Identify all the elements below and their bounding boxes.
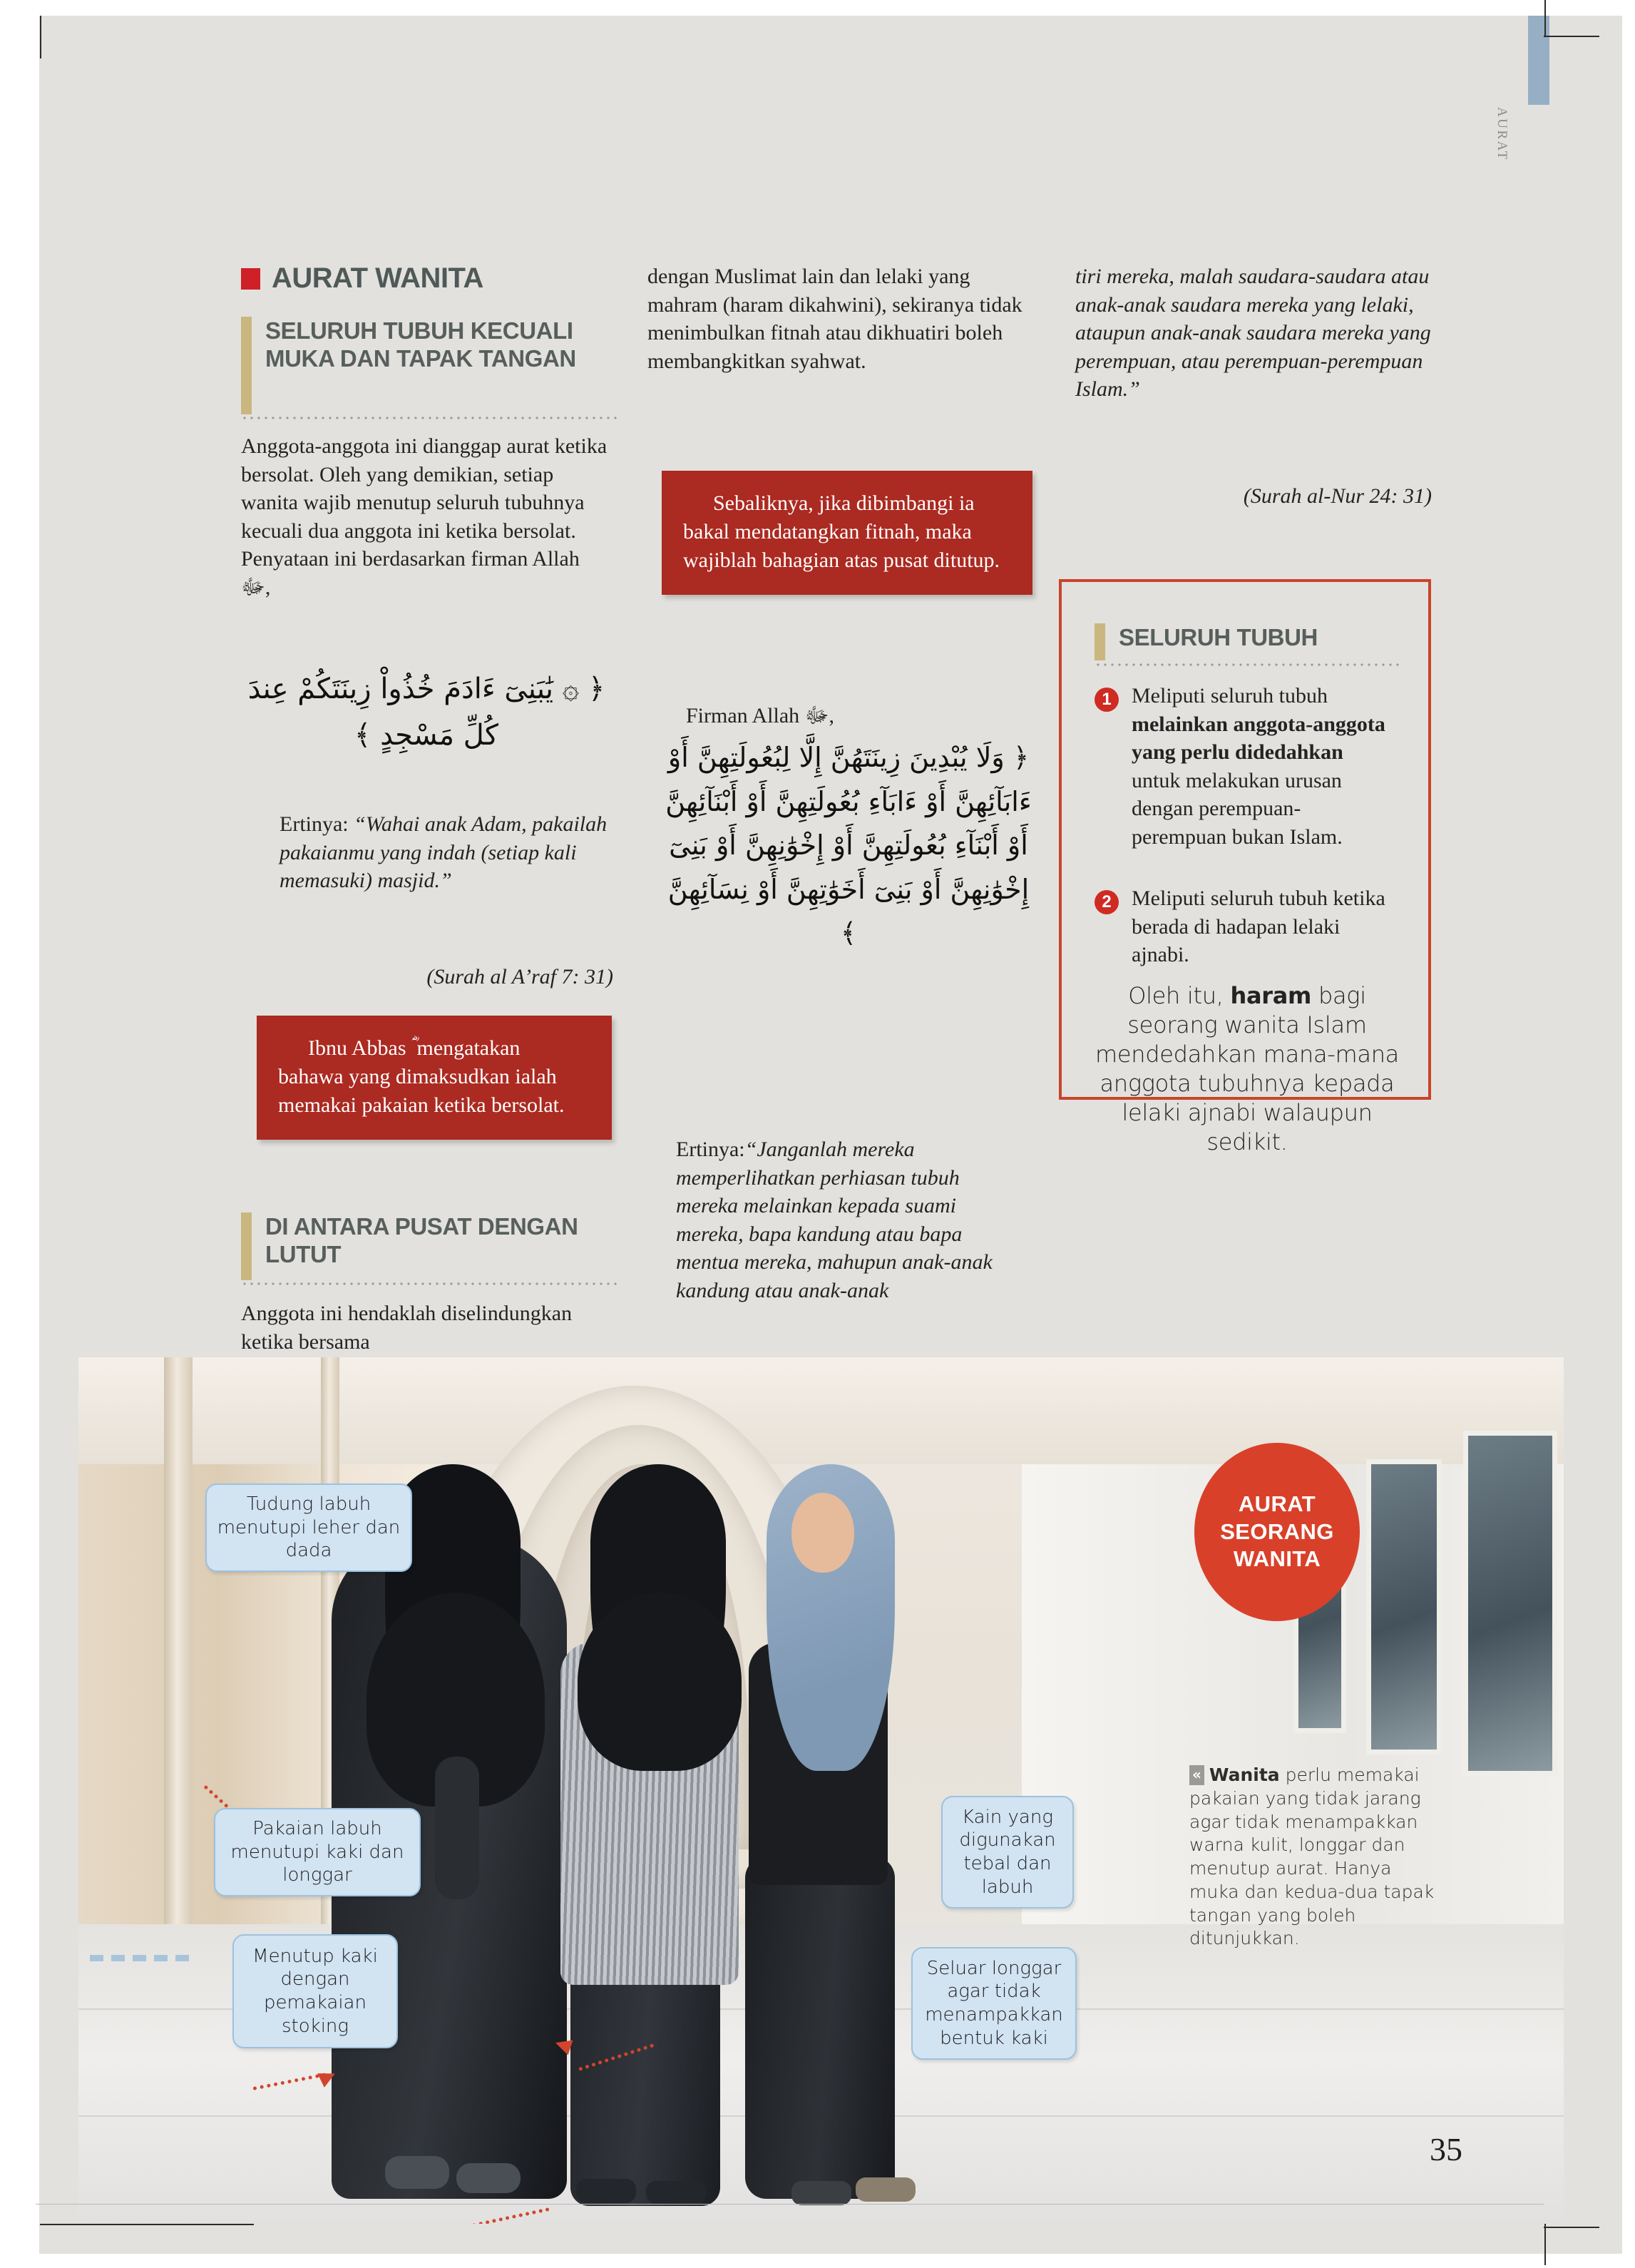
col2-arabic-verse: ﴿ وَلَا يُبْدِينَ زِينَتَهُنَّ إِلَّا لِبُعُولَتِهِنَّ أَوْ ءَابَآئِهِنَّ أَوْ ءَابَآءِ بُعُولَتِهِنَّ أَوْ أَبْنَآئِهِنَّ أَوْ أَبْنَآءِ بُعُولَتِهِنَّ أَوْ إِخْوَٰنِهِنَّ أَوْ بَنِىٓ إِخْوَٰنِهِنَّ أَوْ بَنِىٓ أَخَوَٰتِهِنَّ أَوْ نِسَآئِهِنَّ ﴾: [665, 742, 1032, 949]
dotted-rule-3: [1095, 663, 1401, 666]
callout-kain: [941, 1796, 1074, 1909]
decorative-ticks: [90, 1955, 189, 1961]
col3-reference: (Surah al-Nur 24: 31): [1243, 484, 1432, 508]
callout-stoking-text: Menutup kaki dengan pemakaian stoking: [252, 1945, 378, 2037]
col1-paragraph-1: Anggota-anggota ini dianggap aurat ketika bersolat. Oleh yang demikian, setiap wanita wajib menutup seluruh tubuhnya kecuali dua anggota ini ketika bersolat. Penyataan ini berdasarkan firman Allah ﷻ,: [241, 434, 608, 599]
list-number-2: 2: [1095, 890, 1119, 914]
dotted-rule-2: [241, 1282, 617, 1285]
crop-mark-tl-v: [40, 16, 41, 58]
list-number-1: 1: [1095, 688, 1119, 712]
box-conclusion: [1087, 981, 1407, 1157]
seluruh-tubuh-box: [1059, 579, 1431, 1155]
box-item-1-post: untuk melakukan urusan dengan perempuan-perempuan bukan Islam.: [1132, 768, 1343, 849]
col1-ertinya-1: [280, 810, 615, 895]
page-number: 35: [1430, 2131, 1462, 2167]
redbox2-text: Sebaliknya, jika dibimbangi ia bakal mendatangkan fitnah, maka wajiblah bahagian atas pusat ditutup.: [683, 491, 1000, 572]
subheading-1-text: SELURUH TUBUH KECUALI MUKA DAN TAPAK TANGAN: [265, 317, 576, 372]
box-item-2: Meliputi seluruh tubuh ketika berada di hadapan lelaki ajnabi.: [1132, 887, 1385, 967]
crop-mark-br-h: [1544, 2227, 1599, 2228]
col2-ertinya-text: “Janganlah mereka memperlihatkan perhiasan tubuh mereka melainkan kepada suami mereka, bapa kandung atau bapa mentua mereka, mahupun anak-anak kandung atau anak-anak: [676, 1138, 993, 1302]
col2-paragraph-top: dengan Muslimat lain dan lelaki yang mahram (haram dikahwini), sekiranya tidak menimbulkan fitnah atau dikhuatiri boleh membangkitkan syahwat.: [647, 265, 1022, 373]
trim-line-bottom: [36, 2204, 1544, 2205]
aurat-badge-line2: SEORANG: [1220, 1518, 1334, 1544]
callout-seluar: [911, 1947, 1077, 2060]
box-conclusion-bold: haram: [1230, 982, 1312, 1009]
col1-ertinya-text: “Wahai anak Adam, pakailah pakaianmu yang indah (setiap kali memasuki) masjid.”: [280, 812, 608, 893]
caption-marker-icon: «: [1189, 1765, 1204, 1785]
subheading-2-text: DI ANTARA PUSAT DENGAN LUTUT: [265, 1213, 578, 1268]
redbox1-rest: mengatakan bahawa yang dimaksudkan ialah memakai pakaian ketika bersolat.: [278, 1036, 565, 1117]
gold-bar-2: [241, 1212, 252, 1280]
window-1: [1468, 1436, 1552, 1771]
redbox1-lead: Ibnu Abbas: [308, 1036, 406, 1060]
section-tab-bar: [1528, 16, 1549, 105]
box-item-1-pre: Meliputi seluruh tubuh: [1132, 684, 1328, 708]
caption-lead: Wanita: [1209, 1764, 1280, 1785]
photo-caption: [1189, 1764, 1445, 1951]
red-square-icon: [241, 268, 260, 290]
col2-firman-label: Firman Allah ﷻ,: [686, 704, 835, 727]
box-subheading: [1095, 623, 1401, 666]
window-2: [1371, 1464, 1437, 1749]
subheading-seluruh-tubuh-kecuali: [241, 317, 617, 425]
callout-pakaian: [214, 1808, 421, 1896]
aurat-badge-line3: WANITA: [1233, 1546, 1321, 1572]
page-title: [241, 262, 483, 295]
margin-left: [0, 0, 39, 2268]
callout-pakaian-text: Pakaian labuh menutupi kaki dan longgar: [230, 1817, 404, 1886]
col1-reference: (Surah al A’raf 7: 31): [426, 965, 613, 989]
redbox-sebaliknya: [662, 471, 1032, 595]
sahabat-icon: ؓ: [411, 1036, 417, 1060]
crop-mark-tr-h: [1544, 36, 1599, 37]
col2-ertinya-2: [676, 1135, 1011, 1305]
col1-ertinya-label: Ertinya:: [280, 812, 349, 836]
callout-stoking: [232, 1934, 398, 2048]
redbox-ibnu-abbas: [257, 1016, 612, 1140]
dotted-rule: [241, 417, 617, 419]
caption-rest: perlu memakai pakaian yang tidak jarang agar tidak menampakkan warna kulit, longgar dan menutup aurat. Hanya muka dan kedua-dua tapak tangan yang boleh ditunjukkan.: [1189, 1764, 1435, 1949]
page-title-text: AURAT WANITA: [272, 262, 483, 294]
col3-ertinya-continued: tiri mereka, malah saudara-saudara atau anak-anak saudara mereka yang lelaki, ataupun anak-anak saudara mereka yang perempuan, atau perempuan-perempuan Islam.”: [1075, 265, 1431, 402]
aurat-badge-line1: AURAT: [1238, 1491, 1316, 1517]
gold-bar-3: [1095, 623, 1105, 660]
callout-kain-text: Kain yang digunakan tebal dan labuh: [959, 1806, 1056, 1898]
box-conclusion-post: bagi seorang wanita Islam mendedahkan mana-mana anggota tubuhnya kepada lelaki ajnabi walaupun sedikit.: [1095, 982, 1399, 1155]
col1-paragraph-2: Anggota ini hendaklah diselindungkan ketika bersama: [241, 1302, 573, 1354]
box-item-1-bold: melainkan anggota-anggota yang perlu didedahkan: [1132, 712, 1385, 765]
margin-top: [0, 0, 1635, 16]
subheading-di-antara-pusat: [241, 1212, 617, 1289]
aurat-badge: [1194, 1443, 1360, 1621]
corridor-ceiling: [78, 1357, 1564, 1464]
col1-arabic-verse: ﴿ ۞ يَٰبَنِىٓ ءَادَمَ خُذُواْ زِينَتَكُمْ عِندَ كُلِّ مَسْجِدٍ ﴾: [247, 673, 605, 752]
section-tab-label: AURAT: [1495, 107, 1510, 161]
margin-right: [1622, 0, 1635, 2268]
callout-seluar-text: Seluar longgar agar tidak menampakkan bentuk kaki: [925, 1957, 1063, 2049]
margin-bottom: [0, 2254, 1635, 2268]
crop-mark-tr-v: [1544, 0, 1546, 37]
box-subheading-text: SELURUH TUBUH: [1119, 624, 1318, 650]
box-item-1: [1132, 682, 1391, 852]
callout-tudung-text: Tudung labuh menutupi leher dan dada: [217, 1493, 401, 1562]
callout-tudung: [205, 1483, 412, 1572]
gold-bar: [241, 317, 252, 414]
crop-mark-br-v: [1544, 2224, 1546, 2265]
crop-mark-bl-h: [40, 2224, 254, 2225]
box-conclusion-pre: Oleh itu,: [1128, 982, 1231, 1009]
col2-ertinya-label: Ertinya:: [676, 1138, 745, 1161]
